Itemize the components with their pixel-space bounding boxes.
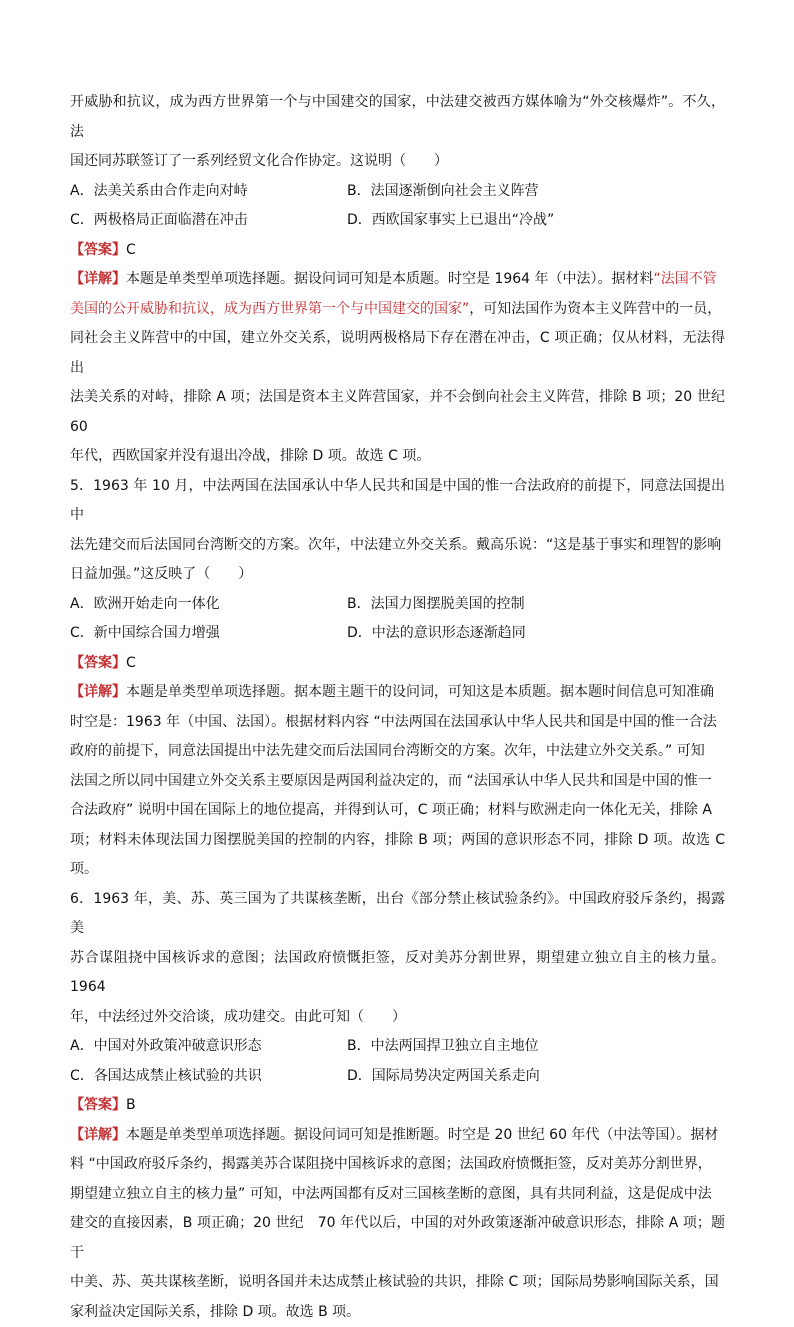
question-5-answer xyxy=(70,649,725,679)
question-5-stem-line: 法先建交而后法国同台湾断交的方案。次年，中法建立外交关系。戴高乐说：“这是基于事实和理智的影响 xyxy=(70,531,725,561)
quoted-material: “法国不管 xyxy=(654,271,717,287)
option-b: B．法国逐渐倒向社会主义阵营 xyxy=(347,177,539,207)
option-d: D．国际局势决定两国关系走向 xyxy=(347,1062,540,1092)
option-a: A．中国对外政策冲破意识形态 xyxy=(70,1032,347,1062)
detail-text: ，可知法国作为资本主义阵营中的一员， xyxy=(469,301,721,317)
answer-value: C xyxy=(126,242,136,258)
question-4-detail-line: 同社会主义阵营中的中国，建立外交关系，说明两极格局下存在潜在冲击，C 项正确；仅从材料，无法得出 xyxy=(70,324,725,383)
question-5-stem-line: 5．1963 年 10 月，中法两国在法国承认中华人民共和国是中国的惟一合法政府的前提下，同意法国提出中 xyxy=(70,472,725,531)
option-a: A．法美关系由合作走向对峙 xyxy=(70,177,347,207)
question-6-detail-line: 建交的直接因素，B 项正确；20 世纪 70 年代以后，中国的对外政策逐渐冲破意识形态，排除 A 项；题干 xyxy=(70,1209,725,1268)
question-6-detail-line: 中美、苏、英共谋核垄断，说明各国并未达成禁止核试验的共识，排除 C 项；国际局势影响国际关系，国 xyxy=(70,1268,725,1298)
question-5-detail-line: 法国之所以同中国建立外交关系主要原因是两国利益决定的，而 “法国承认中华人民共和国是中国的惟一 xyxy=(70,767,725,797)
option-a: A．欧洲开始走向一体化 xyxy=(70,590,347,620)
document-page xyxy=(70,88,725,1327)
question-6-options-row xyxy=(70,1062,725,1092)
question-4-stem-line: 国还同苏联签订了一系列经贸文化合作协定。这说明（ ） xyxy=(70,147,725,177)
answer-tag: 【答案】 xyxy=(70,655,126,671)
answer-value: B xyxy=(126,1097,136,1113)
question-4-options-row xyxy=(70,206,725,236)
detail-tag: 【详解】 xyxy=(70,684,126,700)
question-6-detail-line: 料 “中国政府驳斥条约，揭露美苏合谋阻挠中国核诉求的意图；法国政府愤慨拒签，反对美苏分割世界， xyxy=(70,1150,725,1180)
question-4-answer xyxy=(70,236,725,266)
option-d: D．西欧国家事实上已退出“冷战” xyxy=(347,206,554,236)
question-5-options-row xyxy=(70,590,725,620)
question-5-detail-line: 合法政府” 说明中国在国际上的地位提高，并得到认可，C 项正确；材料与欧洲走向一体化无关，排除 A xyxy=(70,796,725,826)
question-5-detail-line: 时空是：1963 年（中国、法国）。根据材料内容 “中法两国在法国承认中华人民共和国是中国的惟一合法 xyxy=(70,708,725,738)
detail-text: 本题是单类型单项选择题。据设问词可知是推断题。时空是 20 世纪 60 年代（中法等国）。据材 xyxy=(126,1127,718,1143)
question-5-detail-line xyxy=(70,678,725,708)
option-d: D．中法的意识形态逐渐趋同 xyxy=(347,619,526,649)
quoted-material: 美国的公开威胁和抗议，成为西方世界第一个与中国建交的国家” xyxy=(70,301,469,317)
option-c: C．各国达成禁止核试验的共识 xyxy=(70,1062,347,1092)
question-4-detail-line xyxy=(70,295,725,325)
detail-text: 本题是单类型单项选择题。据设问词可知是本质题。时空是 1964 年（中法）。据材料 xyxy=(126,271,654,287)
question-5-stem-line: 日益加强。”这反映了（ ） xyxy=(70,560,725,590)
answer-value: C xyxy=(126,655,136,671)
answer-tag: 【答案】 xyxy=(70,242,126,258)
option-b: B．中法两国捍卫独立自主地位 xyxy=(347,1032,539,1062)
question-5-options-row xyxy=(70,619,725,649)
question-5-detail-line: 项；材料未体现法国力图摆脱美国的控制的内容，排除 B 项；两国的意识形态不同，排除 D 项。故选 C 项。 xyxy=(70,826,725,885)
option-c: C．两极格局正面临潜在冲击 xyxy=(70,206,347,236)
question-6-stem-line: 6．1963 年，美、苏、英三国为了共谋核垄断，出台《部分禁止核试验条约》。中国政府驳斥条约，揭露美 xyxy=(70,885,725,944)
question-4-options-row xyxy=(70,177,725,207)
detail-tag: 【详解】 xyxy=(70,271,126,287)
detail-text: 本题是单类型单项选择题。据本题主题干的设问词，可知这是本质题。据本题时间信息可知准确 xyxy=(126,684,714,700)
question-6-stem-line: 年，中法经过外交洽谈，成功建交。由此可知（ ） xyxy=(70,1003,725,1033)
question-5-detail-line: 政府的前提下，同意法国提出中法先建交而后法国同台湾断交的方案。次年，中法建立外交关系。” 可知 xyxy=(70,737,725,767)
detail-tag: 【详解】 xyxy=(70,1127,126,1143)
question-4-stem-line: 开威胁和抗议，成为西方世界第一个与中国建交的国家，中法建交被西方媒体喻为“外交核爆炸”。不久，法 xyxy=(70,88,725,147)
question-6-answer xyxy=(70,1091,725,1121)
question-6-detail-line: 家利益决定国际关系，排除 D 项。故选 B 项。 xyxy=(70,1298,725,1327)
question-4-detail-line: 年代，西欧国家并没有退出冷战，排除 D 项。故选 C 项。 xyxy=(70,442,725,472)
question-6-stem-line: 苏合谋阻挠中国核诉求的意图；法国政府愤慨拒签，反对美苏分割世界，期望建立独立自主的核力量。1964 xyxy=(70,944,725,1003)
question-6-detail-line: 期望建立独立自主的核力量” 可知，中法两国都有反对三国核垄断的意图，具有共同利益，这是促成中法 xyxy=(70,1180,725,1210)
question-6-detail-line xyxy=(70,1121,725,1151)
question-4-detail-line xyxy=(70,265,725,295)
option-c: C．新中国综合国力增强 xyxy=(70,619,347,649)
option-b: B．法国力图摆脱美国的控制 xyxy=(347,590,525,620)
question-6-options-row xyxy=(70,1032,725,1062)
answer-tag: 【答案】 xyxy=(70,1097,126,1113)
question-4-detail-line: 法美关系的对峙，排除 A 项；法国是资本主义阵营国家，并不会倒向社会主义阵营，排除 B 项；20 世纪 60 xyxy=(70,383,725,442)
